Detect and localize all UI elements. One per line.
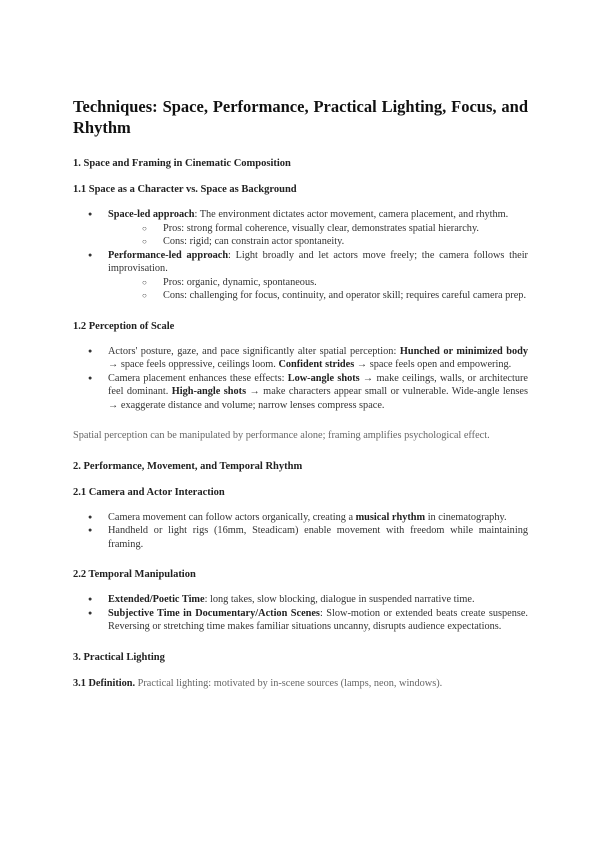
section-1-2-list — [73, 345, 528, 413]
section-2-2-heading: 2.2 Temporal Manipulation — [73, 569, 196, 580]
item-text: → space feels open and empowering. — [354, 359, 512, 370]
list-item — [73, 249, 528, 303]
list-item: ● Handheld or light rigs (16mm, Steadicam) enable movement with freedom while maintaining framing. — [73, 524, 528, 551]
sub-list-item: ○ Pros: strong formal coherence, visually clear, demonstrates spatial hierarchy. — [128, 222, 528, 236]
list-item — [73, 372, 528, 413]
item-text: Camera movement can follow actors organically, creating a — [108, 511, 356, 523]
bold-term: Performance-led approach — [108, 249, 229, 261]
sub-list — [108, 222, 528, 249]
list-item — [73, 511, 528, 525]
bold-term: High-angle shots — [171, 386, 247, 397]
item-text: Actors' posture, gaze, and pace significantly alter spatial perception: — [108, 345, 400, 357]
definition-text: Practical lighting: motivated by in-scene sources (lamps, neon, windows). — [135, 677, 443, 689]
item-text: : Slow-motion or extended beats create suspense. Reversing or stretching time makes familiar situations uncanny, disrupts audience expectations. — [108, 607, 528, 632]
list-item — [73, 593, 528, 607]
section-1-1-heading: 1.1 Space as a Character vs. Space as Background — [73, 184, 297, 195]
section-2-1-list — [73, 511, 528, 552]
section-2-2-list — [73, 593, 528, 634]
section-3-heading: 3. Practical Lighting — [73, 651, 165, 663]
bold-term: Confident strides — [278, 359, 355, 370]
section-1-1-list — [73, 208, 528, 303]
sub-list-item: ○ Cons: challenging for focus, continuity, and operator skill; requires careful camera prep. — [128, 289, 528, 303]
section-1-heading: 1. Space and Framing in Cinematic Composition — [73, 158, 291, 169]
document-title: Techniques: Space, Performance, Practical Lighting, Focus, and Rhythm — [73, 97, 528, 137]
section-1-2-note: Spatial perception can be manipulated by performance alone; framing amplifies psychological effect. — [73, 430, 490, 441]
item-text: in cinematography. — [425, 511, 507, 523]
item-text: : The environment dictates actor movement, camera placement, and rhythm. — [194, 209, 509, 220]
bold-term: Extended/Poetic Time — [108, 594, 205, 605]
list-item — [73, 208, 528, 249]
item-text: → space feels oppressive, ceilings loom. — [108, 359, 279, 370]
list-item — [73, 607, 528, 634]
item-text: → make ceilings, walls, or architecture feel dominant. — [108, 372, 528, 397]
section-2-heading: 2. Performance, Movement, and Temporal Rhythm — [73, 460, 303, 472]
section-1-2-heading: 1.2 Perception of Scale — [73, 320, 175, 332]
section-2-1-heading: 2.1 Camera and Actor Interaction — [73, 486, 225, 498]
sub-list — [108, 276, 528, 303]
section-3-1-definition — [73, 677, 528, 691]
bold-term: Low-angle shots — [287, 372, 360, 384]
bold-term: Subjective Time in Documentary/Action Scenes — [108, 607, 320, 619]
document-page — [73, 96, 528, 690]
sub-list-item: ○ Pros: organic, dynamic, spontaneous. — [128, 276, 528, 290]
item-text: : long takes, slow blocking, dialogue in suspended narrative time. — [204, 594, 475, 605]
bold-term: 3.1 Definition. — [73, 677, 136, 689]
item-text: : Light broadly and let actors move freely; the camera follows their improvisation. — [108, 249, 528, 274]
item-text: → make characters appear small or vulnerable. Wide-angle lenses → exaggerate distance and volume; narrow lenses compress space. — [108, 386, 528, 411]
bold-term: Space-led approach — [108, 209, 195, 220]
list-item — [73, 345, 528, 372]
bold-term: musical rhythm — [355, 511, 426, 523]
bold-term: Hunched or minimized body — [399, 345, 528, 357]
sub-list-item: ○ Cons: rigid; can constrain actor spontaneity. — [128, 235, 528, 249]
item-text: Camera placement enhances these effects: — [108, 372, 288, 384]
